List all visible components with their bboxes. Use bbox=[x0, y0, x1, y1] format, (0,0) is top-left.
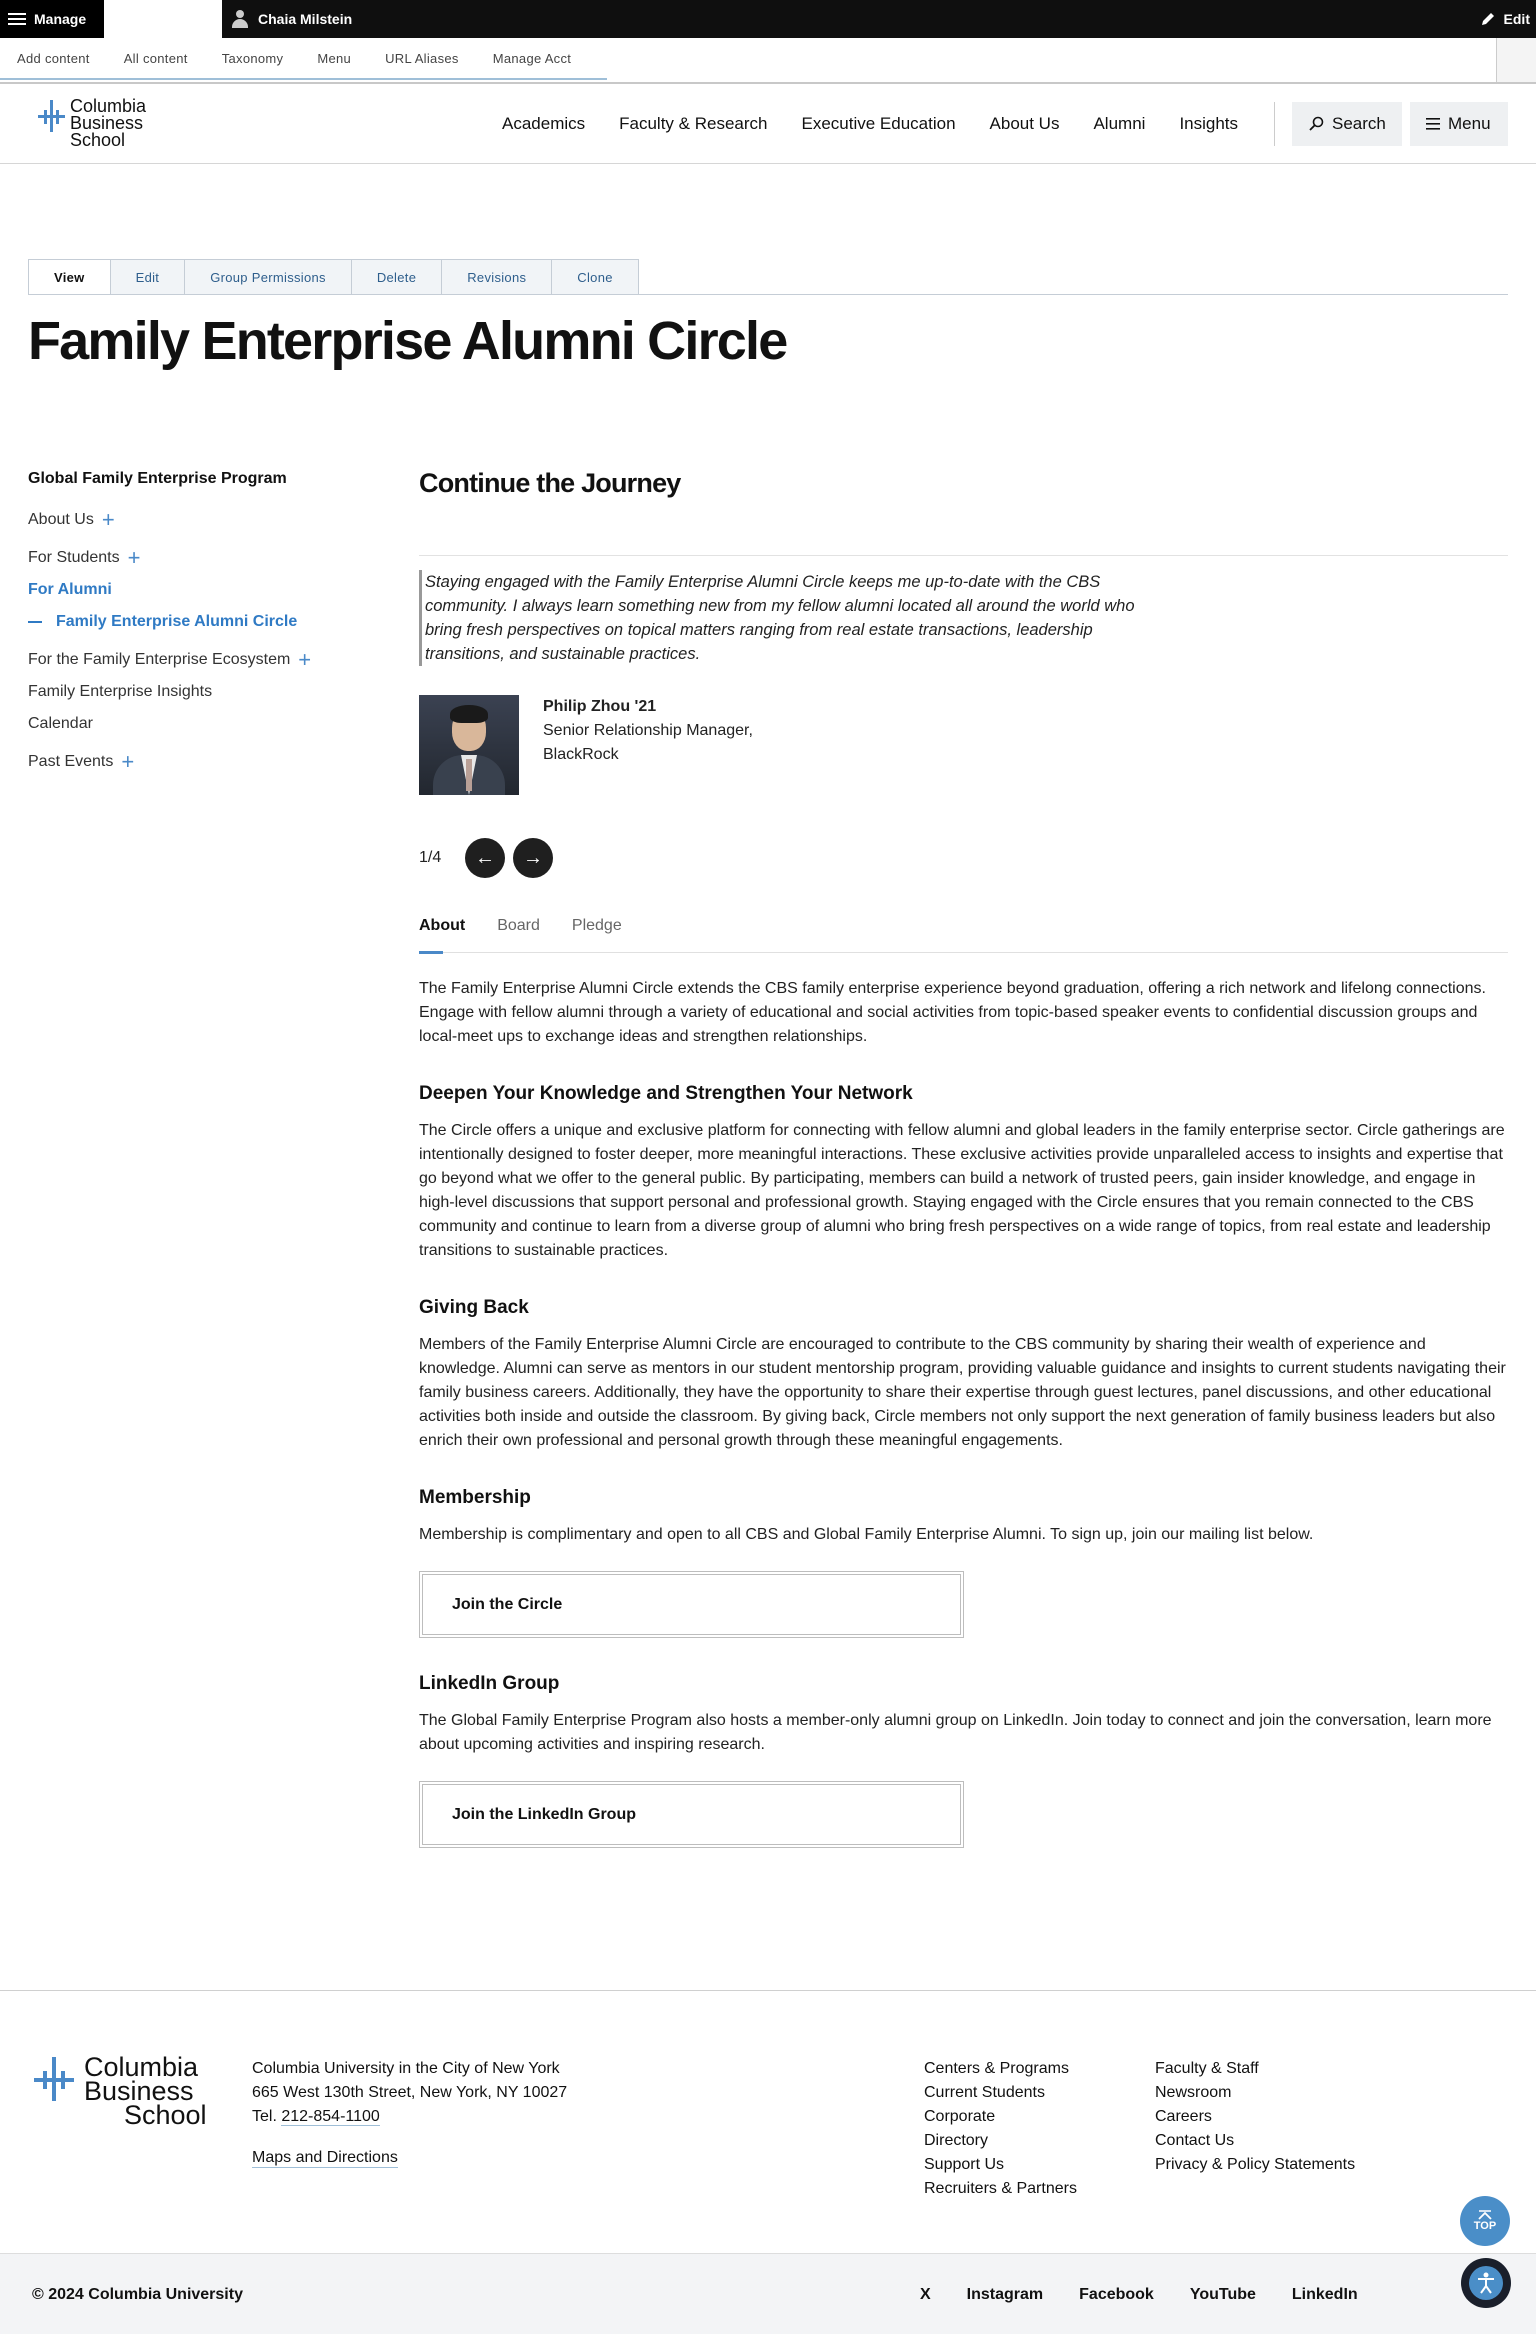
join-linkedin-button[interactable] bbox=[419, 1781, 964, 1848]
plus-icon[interactable]: + bbox=[101, 507, 115, 532]
giving-text: Members of the Family Enterprise Alumni Circle are encouraged to contribute to the CBS community by sharing their wealth of experience and knowledge. Alumni can serve as mentors in our student mentorship program, providing valuable guidance and insights to current students navigating their family business careers. Additionally, they have the opportunity to share their expertise through guest lectures, panel discussions, and other educational activities both inside and outside the classroom. By giving back, Circle members not only support the next generation of family business leaders but also enrich their own professional and personal growth through these meaningful engagements. bbox=[419, 1336, 1506, 1449]
tray-link-taxonomy[interactable]: Taxonomy bbox=[221, 50, 284, 66]
sidebar-item-insights[interactable] bbox=[28, 680, 358, 704]
footer-links-col-2 bbox=[1155, 2057, 1355, 2177]
sidebar-item-label: For Students bbox=[28, 549, 120, 566]
main-nav bbox=[502, 84, 1272, 164]
tray-link-all-content[interactable]: All content bbox=[123, 50, 188, 66]
maps-link[interactable]: Maps and Directions bbox=[252, 2149, 398, 2166]
tel-label: Tel. bbox=[252, 2108, 277, 2125]
back-to-top-button[interactable] bbox=[1460, 2196, 1510, 2246]
sidebar-item-label: Calendar bbox=[28, 715, 93, 732]
linkedin-heading: LinkedIn Group bbox=[419, 1673, 560, 1694]
about-intro: The Family Enterprise Alumni Circle extends the CBS family enterprise experience beyond graduation, offering a rich network and lifelong connections. Engage with fellow alumni through a variety of educational and social activities from topic-based speaker events to confidential discussion groups and local-meet ups to exchange ideas and strengthen relationships. bbox=[419, 980, 1486, 1045]
membership-text: Membership is complimentary and open to all CBS and Global Family Enterprise Alumni. To sign up, join our mailing list below. bbox=[419, 1526, 1314, 1543]
nav-about-us[interactable]: About Us bbox=[989, 114, 1060, 133]
user-icon bbox=[232, 10, 248, 28]
accessibility-icon bbox=[1469, 2266, 1503, 2300]
social-instagram[interactable]: Instagram bbox=[966, 2286, 1044, 2303]
logo-line-1: Columbia bbox=[70, 96, 147, 116]
admin-tray-links bbox=[0, 38, 607, 80]
phone-link[interactable]: 212-854-1100 bbox=[281, 2108, 380, 2125]
local-tasks bbox=[28, 259, 639, 295]
top-label: TOP bbox=[1473, 2220, 1497, 2232]
tray-link-url-aliases[interactable]: URL Aliases bbox=[385, 50, 459, 66]
footer-logo-line-1: Columbia bbox=[84, 2052, 199, 2082]
giving-heading: Giving Back bbox=[419, 1297, 529, 1318]
social-youtube[interactable]: YouTube bbox=[1189, 2286, 1256, 2303]
arrow-right-icon[interactable]: → bbox=[513, 838, 553, 878]
sidebar-item-label: Family Enterprise Insights bbox=[28, 683, 213, 700]
carousel-controls bbox=[419, 838, 561, 878]
tab-clone[interactable]: Clone bbox=[552, 259, 638, 295]
footer-link[interactable]: Directory bbox=[924, 2132, 989, 2149]
social-linkedin[interactable]: LinkedIn bbox=[1291, 2286, 1358, 2303]
menu-label: Menu bbox=[1448, 114, 1491, 133]
plus-icon[interactable]: + bbox=[121, 749, 135, 774]
footer-link[interactable]: Careers bbox=[1155, 2108, 1212, 2125]
footer-link[interactable]: Newsroom bbox=[1155, 2084, 1232, 2101]
journey-heading: Continue the Journey bbox=[419, 468, 681, 498]
sidebar-item-calendar[interactable] bbox=[28, 712, 358, 736]
search-icon bbox=[1308, 116, 1324, 132]
hamburger-icon bbox=[8, 10, 26, 28]
join-linkedin-label: Join the LinkedIn Group bbox=[452, 1805, 636, 1823]
copyright-text: © 2024 Columbia University bbox=[32, 2286, 243, 2303]
nav-executive-education[interactable]: Executive Education bbox=[801, 114, 956, 133]
plus-icon[interactable]: + bbox=[127, 545, 141, 570]
arrow-left-icon[interactable]: ← bbox=[465, 838, 505, 878]
social-x[interactable]: X bbox=[920, 2286, 931, 2303]
person-name: Philip Zhou '21 bbox=[543, 698, 657, 715]
admin-toolbar bbox=[0, 0, 1536, 38]
sidebar-item-label: About Us bbox=[28, 511, 94, 528]
sidebar-item-label: For the Family Enterprise Ecosystem bbox=[28, 651, 291, 668]
footer-link[interactable]: Faculty & Staff bbox=[1155, 2060, 1259, 2077]
tray-link-menu[interactable]: Menu bbox=[317, 50, 352, 66]
menu-button[interactable] bbox=[1410, 102, 1508, 146]
chevron-up-icon bbox=[1477, 2210, 1493, 2220]
nav-divider bbox=[1274, 102, 1275, 146]
sidebar-item-label: Family Enterprise Alumni Circle bbox=[56, 613, 298, 630]
content-tabs bbox=[419, 915, 1508, 953]
footer-link[interactable]: Current Students bbox=[924, 2084, 1045, 2101]
sidebar-nav bbox=[28, 470, 358, 774]
join-circle-label: Join the Circle bbox=[452, 1595, 563, 1613]
person-photo bbox=[419, 695, 519, 795]
admin-manage-label: Manage bbox=[34, 11, 87, 27]
footer-link[interactable]: Corporate bbox=[924, 2108, 996, 2125]
page-title: Family Enterprise Alumni Circle bbox=[28, 311, 787, 371]
admin-manage-button[interactable] bbox=[0, 0, 104, 38]
menu-icon bbox=[1426, 118, 1440, 130]
copyright-bar bbox=[0, 2253, 1536, 2334]
footer-link[interactable]: Centers & Programs bbox=[924, 2060, 1069, 2077]
cbs-logo[interactable] bbox=[36, 98, 146, 149]
admin-edit-label: Edit bbox=[1503, 11, 1530, 27]
person-org: BlackRock bbox=[543, 746, 619, 763]
testimonial-person bbox=[419, 695, 753, 795]
tab-board[interactable]: Board bbox=[497, 917, 540, 934]
tab-view[interactable]: View bbox=[28, 259, 111, 295]
plus-icon[interactable]: + bbox=[298, 647, 312, 672]
deepen-text: The Circle offers a unique and exclusive platform for connecting with fellow alumni and global leaders in the family enterprise sector. Circle gatherings are intentionally designed to foster deeper, more meaningful interactions. These exclusive activities provide unparalleled access to insights and expertise that go beyond what we offer to the general public. By participating, members can build a network of trusted peers, gain insider knowledge, and engage in high-level discussions that support personal and professional growth. Staying engaged with the Circle ensures that you remain connected to the CBS community and continue to learn from a diverse group of alumni who bring fresh perspectives on a wide range of topics, from real estate and leadership transitions to sustainable practices. bbox=[419, 1122, 1505, 1259]
tab-edit[interactable]: Edit bbox=[111, 259, 186, 295]
nav-insights[interactable]: Insights bbox=[1179, 114, 1239, 133]
tray-toggle[interactable] bbox=[1496, 38, 1536, 82]
admin-active-tab[interactable] bbox=[104, 0, 222, 38]
join-circle-button[interactable] bbox=[419, 1571, 964, 1638]
tabs-divider bbox=[28, 294, 1508, 295]
columbia-crown-icon bbox=[36, 98, 66, 134]
tab-about[interactable]: About bbox=[419, 915, 465, 953]
search-label: Search bbox=[1332, 114, 1386, 133]
quote-divider bbox=[419, 555, 1508, 556]
tab-group-permissions[interactable]: Group Permissions bbox=[185, 259, 352, 295]
nav-academics[interactable]: Academics bbox=[502, 114, 586, 133]
pencil-icon bbox=[1480, 11, 1496, 27]
admin-tray bbox=[0, 38, 1536, 84]
sidebar-heading[interactable]: Global Family Enterprise Program bbox=[28, 470, 287, 487]
address-line-1: Columbia University in the City of New York bbox=[252, 2060, 560, 2077]
nav-faculty-research[interactable]: Faculty & Research bbox=[619, 114, 768, 133]
sidebar-item-for-students[interactable] bbox=[28, 546, 358, 570]
tab-delete[interactable]: Delete bbox=[352, 259, 442, 295]
footer-link[interactable]: Support Us bbox=[924, 2156, 1005, 2173]
social-facebook[interactable]: Facebook bbox=[1079, 2286, 1154, 2303]
deepen-heading: Deepen Your Knowledge and Strengthen Your Network bbox=[419, 1083, 913, 1104]
sidebar-item-for-alumni[interactable] bbox=[28, 578, 358, 602]
membership-heading: Membership bbox=[419, 1487, 531, 1508]
admin-user-button[interactable] bbox=[222, 0, 352, 38]
address-line-2: 665 West 130th Street, New York, NY 10027 bbox=[252, 2084, 568, 2101]
site-header bbox=[0, 84, 1536, 164]
person-title: Senior Relationship Manager, bbox=[543, 722, 753, 739]
tab-revisions[interactable]: Revisions bbox=[442, 259, 552, 295]
admin-edit-button[interactable] bbox=[1480, 0, 1530, 38]
accessibility-button[interactable] bbox=[1461, 2258, 1511, 2308]
admin-user-name: Chaia Milstein bbox=[258, 11, 353, 27]
social-links bbox=[920, 2286, 1394, 2304]
tray-link-manage-acct[interactable]: Manage Acct bbox=[492, 50, 572, 66]
sidebar-item-past-events[interactable] bbox=[28, 750, 358, 774]
logo-line-3: School bbox=[70, 130, 126, 150]
footer-links-col-1 bbox=[924, 2057, 1077, 2201]
testimonial-quote: Staying engaged with the Family Enterprise Alumni Circle keeps me up-to-date with the CBS community. I always learn something new from my fellow alumni located all around the world who bring fresh perspectives on topical matters ranging from real estate transactions, leadership transitions, and sustainable practices. bbox=[419, 570, 1159, 666]
footer-link[interactable]: Contact Us bbox=[1155, 2132, 1235, 2149]
sidebar-item-ecosystem[interactable] bbox=[28, 648, 358, 672]
columbia-crown-icon bbox=[32, 2055, 76, 2103]
footer-link[interactable]: Privacy & Policy Statements bbox=[1155, 2156, 1356, 2173]
nav-alumni[interactable]: Alumni bbox=[1093, 114, 1146, 133]
sidebar-item-alumni-circle[interactable] bbox=[28, 610, 358, 634]
minus-icon[interactable] bbox=[28, 621, 42, 623]
sidebar-item-about-us[interactable] bbox=[28, 508, 358, 532]
linkedin-text: The Global Family Enterprise Program also hosts a member-only alumni group on LinkedIn. Join today to connect and join the conversation, learn more about upcoming activities and inspiring research. bbox=[419, 1712, 1492, 1753]
footer-logo[interactable] bbox=[32, 2052, 207, 2130]
tray-link-add-content[interactable]: Add content bbox=[17, 50, 90, 66]
tab-pledge[interactable]: Pledge bbox=[571, 917, 622, 934]
search-button[interactable] bbox=[1292, 102, 1402, 146]
logo-line-2: Business bbox=[70, 113, 144, 133]
footer-logo-line-2: Business bbox=[84, 2076, 194, 2106]
sidebar-item-label: Past Events bbox=[28, 753, 114, 770]
sidebar-item-label: For Alumni bbox=[28, 581, 112, 598]
carousel-counter: 1/4 bbox=[419, 849, 442, 866]
footer-logo-line-3: School bbox=[124, 2100, 207, 2130]
footer-link[interactable]: Recruiters & Partners bbox=[924, 2180, 1077, 2197]
footer-address bbox=[252, 2057, 567, 2129]
